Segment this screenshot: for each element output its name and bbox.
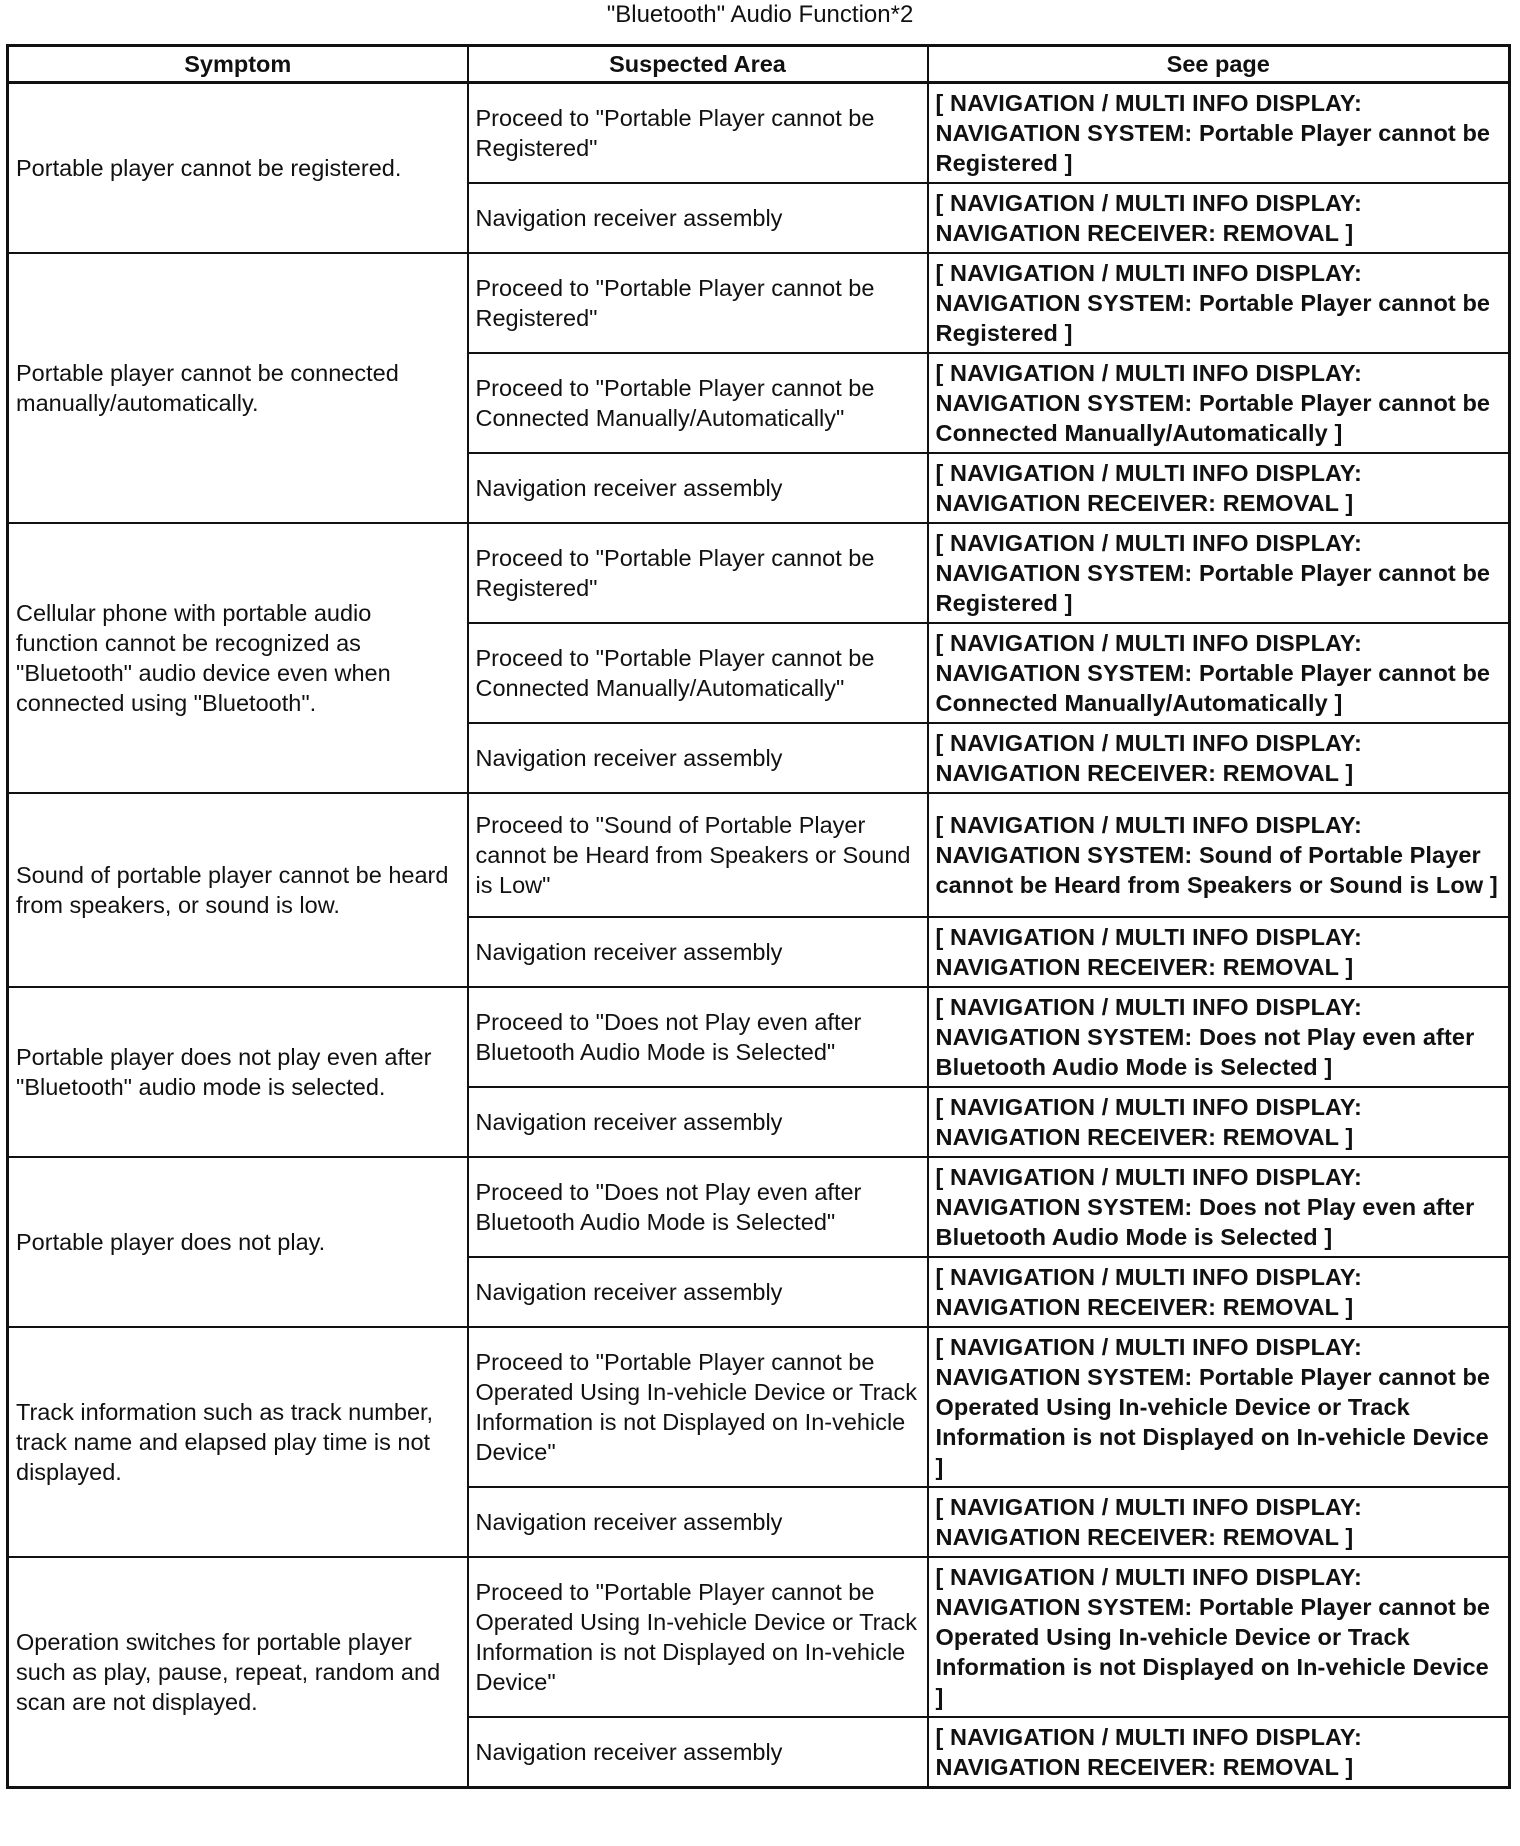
table-row — [8, 793, 1510, 917]
see-page-cell: [ NAVIGATION / MULTI INFO DISPLAY: NAVIGATION SYSTEM: Portable Player cannot be Operated Using In-vehicle Device or Track Information is not Displayed on In-vehicle Device ] — [928, 1327, 1510, 1487]
suspected-area-cell: Proceed to "Portable Player cannot be Registered" — [468, 253, 928, 353]
suspected-area-cell: Proceed to "Portable Player cannot be Connected Manually/Automatically" — [468, 353, 928, 453]
see-page-cell: [ NAVIGATION / MULTI INFO DISPLAY: NAVIGATION SYSTEM: Does not Play even after Bluetooth Audio Mode is Selected ] — [928, 1157, 1510, 1257]
symptom-cell: Track information such as track number, track name and elapsed play time is not displayed. — [8, 1327, 468, 1557]
symptom-cell: Portable player does not play even after "Bluetooth" audio mode is selected. — [8, 987, 468, 1157]
suspected-area-cell: Proceed to "Sound of Portable Player cannot be Heard from Speakers or Sound is Low" — [468, 793, 928, 917]
see-page-cell: [ NAVIGATION / MULTI INFO DISPLAY: NAVIGATION SYSTEM: Portable Player cannot be Operated Using In-vehicle Device or Track Information is not Displayed on In-vehicle Device ] — [928, 1557, 1510, 1717]
see-page-cell: [ NAVIGATION / MULTI INFO DISPLAY: NAVIGATION SYSTEM: Portable Player cannot be Connected Manually/Automatically ] — [928, 623, 1510, 723]
suspected-area-cell: Proceed to "Portable Player cannot be Operated Using In-vehicle Device or Track Information is not Displayed on In-vehicle Device" — [468, 1327, 928, 1487]
page-title: "Bluetooth" Audio Function*2 — [606, 1, 914, 28]
see-page-cell: [ NAVIGATION / MULTI INFO DISPLAY: NAVIGATION RECEIVER: REMOVAL ] — [928, 1257, 1510, 1327]
symptom-cell: Portable player cannot be registered. — [8, 83, 468, 254]
see-page-cell: [ NAVIGATION / MULTI INFO DISPLAY: NAVIGATION RECEIVER: REMOVAL ] — [928, 453, 1510, 523]
suspected-area-cell: Proceed to "Does not Play even after Bluetooth Audio Mode is Selected" — [468, 987, 928, 1087]
see-page-cell: [ NAVIGATION / MULTI INFO DISPLAY: NAVIGATION RECEIVER: REMOVAL ] — [928, 723, 1510, 793]
column-header-see-page: See page — [928, 46, 1510, 83]
table-row — [8, 1327, 1510, 1487]
suspected-area-cell: Proceed to "Does not Play even after Bluetooth Audio Mode is Selected" — [468, 1157, 928, 1257]
see-page-cell: [ NAVIGATION / MULTI INFO DISPLAY: NAVIGATION SYSTEM: Portable Player cannot be Connected Manually/Automatically ] — [928, 353, 1510, 453]
column-header-symptom: Symptom — [8, 46, 468, 83]
see-page-cell: [ NAVIGATION / MULTI INFO DISPLAY: NAVIGATION RECEIVER: REMOVAL ] — [928, 1717, 1510, 1788]
table-row — [8, 1157, 1510, 1257]
see-page-cell: [ NAVIGATION / MULTI INFO DISPLAY: NAVIGATION SYSTEM: Portable Player cannot be Registered ] — [928, 523, 1510, 623]
table-row — [8, 987, 1510, 1087]
see-page-cell: [ NAVIGATION / MULTI INFO DISPLAY: NAVIGATION SYSTEM: Sound of Portable Player cannot be Heard from Speakers or Sound is Low ] — [928, 793, 1510, 917]
symptom-cell: Cellular phone with portable audio function cannot be recognized as "Bluetooth" audio device even when connected using "Bluetooth". — [8, 523, 468, 793]
suspected-area-cell: Navigation receiver assembly — [468, 917, 928, 987]
suspected-area-cell: Navigation receiver assembly — [468, 1717, 928, 1788]
table-row — [8, 1557, 1510, 1717]
see-page-cell: [ NAVIGATION / MULTI INFO DISPLAY: NAVIGATION SYSTEM: Portable Player cannot be Registered ] — [928, 83, 1510, 184]
suspected-area-cell: Proceed to "Portable Player cannot be Operated Using In-vehicle Device or Track Information is not Displayed on In-vehicle Device" — [468, 1557, 928, 1717]
see-page-cell: [ NAVIGATION / MULTI INFO DISPLAY: NAVIGATION RECEIVER: REMOVAL ] — [928, 1487, 1510, 1557]
suspected-area-cell: Navigation receiver assembly — [468, 453, 928, 523]
suspected-area-cell: Navigation receiver assembly — [468, 1087, 928, 1157]
diagnosis-table — [6, 44, 1511, 1789]
suspected-area-cell: Navigation receiver assembly — [468, 1487, 928, 1557]
suspected-area-cell: Proceed to "Portable Player cannot be Registered" — [468, 83, 928, 184]
see-page-cell: [ NAVIGATION / MULTI INFO DISPLAY: NAVIGATION SYSTEM: Portable Player cannot be Registered ] — [928, 253, 1510, 353]
symptom-cell: Operation switches for portable player such as play, pause, repeat, random and scan are not displayed. — [8, 1557, 468, 1788]
table-row — [8, 523, 1510, 623]
see-page-cell: [ NAVIGATION / MULTI INFO DISPLAY: NAVIGATION RECEIVER: REMOVAL ] — [928, 1087, 1510, 1157]
table-row — [8, 83, 1510, 184]
column-header-suspected-area: Suspected Area — [468, 46, 928, 83]
suspected-area-cell: Navigation receiver assembly — [468, 183, 928, 253]
see-page-cell: [ NAVIGATION / MULTI INFO DISPLAY: NAVIGATION RECEIVER: REMOVAL ] — [928, 917, 1510, 987]
symptom-cell: Portable player does not play. — [8, 1157, 468, 1327]
see-page-cell: [ NAVIGATION / MULTI INFO DISPLAY: NAVIGATION SYSTEM: Does not Play even after Bluetooth Audio Mode is Selected ] — [928, 987, 1510, 1087]
suspected-area-cell: Navigation receiver assembly — [468, 723, 928, 793]
table-row — [8, 253, 1510, 353]
table-header-row — [8, 46, 1510, 83]
suspected-area-cell: Proceed to "Portable Player cannot be Connected Manually/Automatically" — [468, 623, 928, 723]
symptom-cell: Sound of portable player cannot be heard from speakers, or sound is low. — [8, 793, 468, 987]
suspected-area-cell: Navigation receiver assembly — [468, 1257, 928, 1327]
suspected-area-cell: Proceed to "Portable Player cannot be Registered" — [468, 523, 928, 623]
symptom-cell: Portable player cannot be connected manually/automatically. — [8, 253, 468, 523]
see-page-cell: [ NAVIGATION / MULTI INFO DISPLAY: NAVIGATION RECEIVER: REMOVAL ] — [928, 183, 1510, 253]
